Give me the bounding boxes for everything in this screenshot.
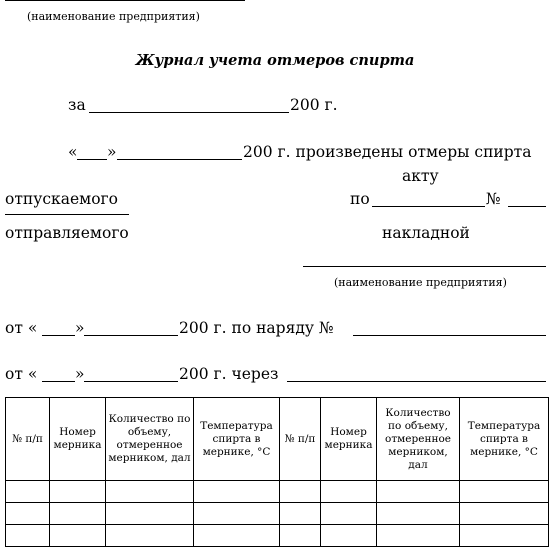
period-year: 200 г. [290, 96, 338, 114]
table-cell[interactable] [194, 481, 280, 503]
order-text: 200 г. по наряду № [179, 319, 334, 337]
table-cell[interactable] [106, 503, 194, 525]
header-number: № п/п [6, 398, 50, 481]
table-cell[interactable] [106, 525, 194, 547]
table-cell[interactable] [321, 525, 377, 547]
act-label: акту [402, 167, 439, 185]
header-volume: Количество по объему, отмеренное мерником, дал [106, 398, 194, 481]
journal-title: Журнал учета отмеров спирта [135, 52, 415, 69]
document-type-field[interactable] [372, 206, 485, 207]
order-day-field[interactable] [42, 335, 75, 336]
via-month-field[interactable] [84, 381, 178, 382]
header-temperature-2: Температура спирта в мернике, °С [460, 398, 549, 481]
table-cell[interactable] [377, 503, 460, 525]
period-prefix: за [68, 96, 86, 114]
table-cell[interactable] [50, 481, 106, 503]
document-number-field[interactable] [508, 206, 546, 207]
released-label: отпускаемого [5, 190, 118, 208]
number-sign: № [486, 190, 501, 208]
released-underline [5, 214, 129, 215]
table-cell[interactable] [321, 481, 377, 503]
table-cell[interactable] [377, 525, 460, 547]
header-volume-2: Количество по объему, отмеренное мерником, дал [377, 398, 460, 481]
header-temperature: Температура спирта в мернике, °С [194, 398, 280, 481]
table-cell[interactable] [460, 525, 549, 547]
shipped-label: отправляемого [5, 224, 129, 242]
table-cell[interactable] [460, 481, 549, 503]
statement-month-field[interactable] [117, 159, 242, 160]
table-cell[interactable] [377, 481, 460, 503]
order-close-quote: » [75, 319, 85, 337]
table-cell[interactable] [6, 503, 50, 525]
organization-caption: (наименование предприятия) [27, 10, 200, 23]
table-row [6, 525, 549, 547]
waybill-label: накладной [382, 224, 470, 242]
recipient-organization-caption: (наименование предприятия) [334, 276, 507, 289]
table-cell[interactable] [6, 525, 50, 547]
organization-name-line[interactable] [5, 0, 245, 1]
order-month-field[interactable] [84, 335, 178, 336]
table-cell[interactable] [321, 503, 377, 525]
via-close-quote: » [75, 365, 85, 383]
table-cell[interactable] [50, 525, 106, 547]
table-cell[interactable] [280, 481, 321, 503]
by-label: по [350, 190, 370, 208]
statement-day-field[interactable] [77, 159, 107, 160]
table-cell[interactable] [106, 481, 194, 503]
period-field[interactable] [89, 112, 289, 113]
header-meter-number-2: Номер мерника [321, 398, 377, 481]
via-text: 200 г. через [179, 365, 279, 383]
table-cell[interactable] [6, 481, 50, 503]
order-number-field[interactable] [353, 335, 546, 336]
table-row [6, 503, 549, 525]
table-cell[interactable] [194, 503, 280, 525]
table-cell[interactable] [460, 503, 549, 525]
order-from: от « [5, 319, 38, 337]
via-day-field[interactable] [42, 381, 75, 382]
via-carrier-field[interactable] [287, 381, 546, 382]
header-number-2: № п/п [280, 398, 321, 481]
table-cell[interactable] [50, 503, 106, 525]
table-row [6, 481, 549, 503]
statement-close-quote: » [107, 143, 117, 161]
table-header-row [6, 398, 549, 481]
recipient-organization-line[interactable] [303, 266, 546, 267]
table-cell[interactable] [280, 503, 321, 525]
table-cell[interactable] [194, 525, 280, 547]
measurement-table [5, 397, 549, 547]
statement-open-quote: « [68, 143, 78, 161]
header-meter-number: Номер мерника [50, 398, 106, 481]
via-from: от « [5, 365, 38, 383]
table-cell[interactable] [280, 525, 321, 547]
statement-text: 200 г. произведены отмеры спирта [243, 143, 532, 161]
